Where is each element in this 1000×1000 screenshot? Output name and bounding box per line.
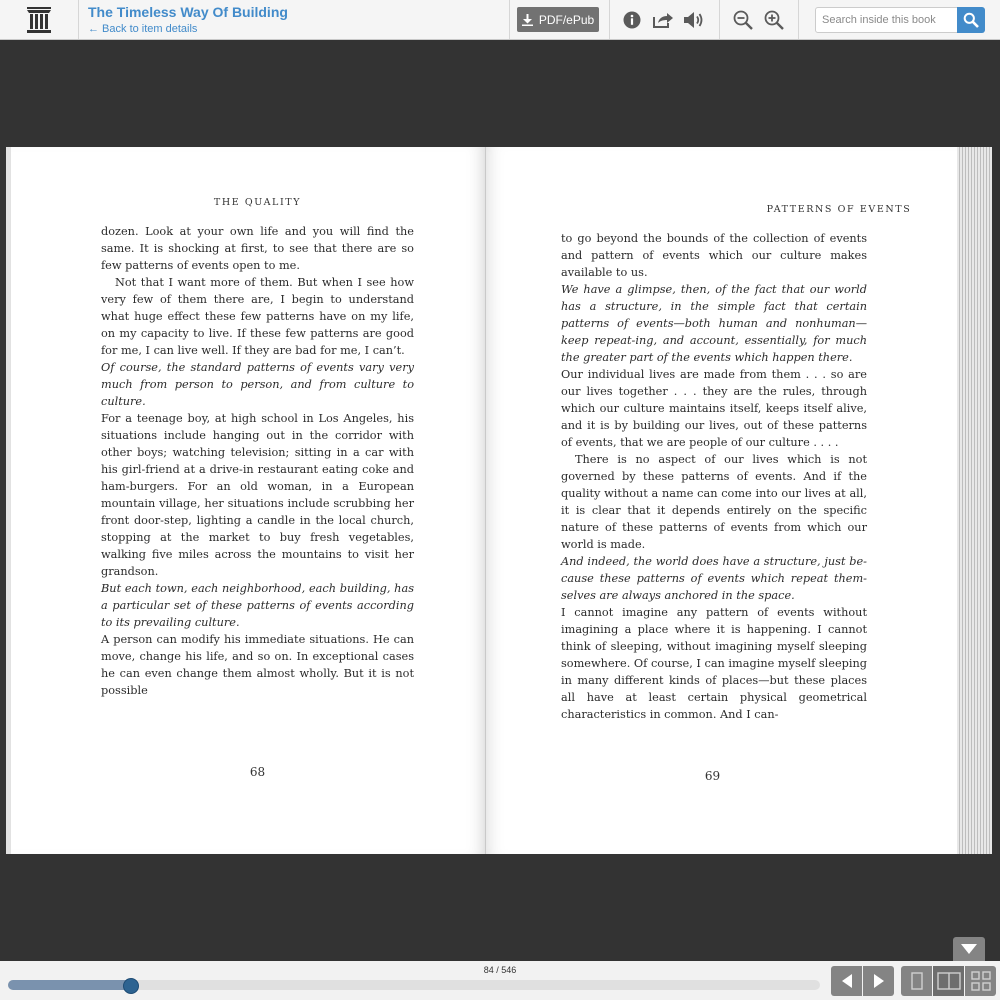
body-paragraph: Not that I want more of them. But when I see how very few of them there are, I begin to understand what huge effect these few patterns have on my life, on my capacity to live. If these few patterns are good for me, I can live well. If they are bad for me, I can’t. bbox=[101, 276, 414, 357]
zoom-out-icon[interactable] bbox=[731, 8, 755, 32]
page-number: 69 bbox=[704, 769, 721, 783]
page-text bbox=[101, 223, 414, 699]
book-spread bbox=[6, 147, 992, 854]
search-input[interactable] bbox=[815, 7, 958, 33]
share-icon[interactable] bbox=[651, 8, 675, 32]
book-title[interactable]: The Timeless Way Of Building bbox=[88, 4, 288, 20]
back-to-item-link[interactable]: ← Back to item details bbox=[88, 23, 198, 35]
left-page[interactable] bbox=[6, 147, 486, 854]
divider bbox=[719, 0, 720, 39]
running-head: PATTERNS OF EVENTS bbox=[766, 204, 912, 215]
search-icon bbox=[963, 12, 979, 28]
download-label: PDF/ePub bbox=[538, 12, 595, 27]
one-page-view-icon bbox=[910, 972, 924, 990]
info-icon[interactable] bbox=[620, 8, 644, 32]
italic-summary-paragraph: And indeed, the world does have a structure, just be-cause these patterns of events which repeat them-selves are always anchored in the space. bbox=[561, 555, 867, 602]
page-text bbox=[561, 230, 867, 723]
right-page[interactable] bbox=[486, 147, 957, 854]
search-button[interactable] bbox=[957, 7, 985, 33]
top-toolbar bbox=[0, 0, 1000, 40]
thumbnail-view-icon bbox=[971, 971, 991, 991]
toggle-nav-icon[interactable] bbox=[953, 937, 985, 961]
title-area bbox=[88, 4, 288, 36]
page-edges bbox=[957, 147, 992, 854]
two-page-view-icon bbox=[937, 972, 961, 990]
page-indicator: 84 / 546 bbox=[483, 965, 517, 975]
next-page-button[interactable] bbox=[863, 966, 894, 996]
body-paragraph: to go beyond the bounds of the collection of events and pattern of events which our culture makes available to us. bbox=[561, 232, 867, 279]
next-page-icon bbox=[872, 973, 886, 989]
two-page-view-button[interactable] bbox=[933, 966, 964, 996]
slider-handle[interactable] bbox=[123, 978, 139, 994]
thumbnail-view-button[interactable] bbox=[965, 966, 996, 996]
italic-summary-paragraph: We have a glimpse, then, of the fact that our world has a structure, in the simple fact that certain patterns of events—both human and nonhuman—keep repeat-ing, and account, essentially, for much the greater part of the events which happen there. bbox=[561, 283, 867, 364]
body-paragraph: For a teenage boy, at high school in Los Angeles, his situations include hanging out in the corridor with other boys; watching television; sitting in a car with his girl-friend at a drive-in restaurant eating coke and ham-burgers. For an old woman, in a European mountain village, her situations include scrubbing her front door-step, lighting a candle in the local church, stopping at the market to buy fresh vegetables, walking five miles across the mountains to visit her grandson. bbox=[101, 412, 414, 578]
prev-page-icon bbox=[840, 973, 854, 989]
divider bbox=[609, 0, 610, 39]
prev-page-button[interactable] bbox=[831, 966, 862, 996]
library-logo-icon[interactable] bbox=[0, 0, 79, 39]
zoom-in-icon[interactable] bbox=[762, 8, 786, 32]
body-paragraph: A person can modify his immediate situations. He can move, change his life, and so on. In exceptional cases he can even change them almost wholly. But it is not possible bbox=[101, 633, 414, 697]
italic-summary-paragraph: Of course, the standard patterns of events vary very much from person to person, and from culture to culture. bbox=[101, 361, 414, 408]
download-pdf-button[interactable] bbox=[517, 7, 599, 32]
divider bbox=[509, 0, 510, 39]
body-paragraph: dozen. Look at your own life and you will find the same. It is shocking at first, to see that there are so few patterns of events open to me. bbox=[101, 225, 414, 272]
body-paragraph: Our individual lives are made from them . . . so are our lives together . . . they are the rules, through which our culture maintains itself, keeps itself alive, and it is by building our lives, out of these patterns of events, that we are people of our culture . . . . bbox=[561, 368, 867, 449]
body-paragraph: I cannot imagine any pattern of events without imagining a place where it is happening. I cannot think of sleeping, without imagining myself sleeping somewhere. Of course, I can imagine myself sleeping in many different kinds of places—but these places all have at least certain physical geometrical characteristics in common. And I can- bbox=[561, 606, 867, 721]
running-head: THE QUALITY bbox=[213, 197, 302, 208]
divider bbox=[798, 0, 799, 39]
slider-progress bbox=[8, 980, 133, 990]
body-paragraph: There is no aspect of our lives which is not governed by these patterns of events. And if the quality without a name can come into our lives at all, it is clear that it depends entirely on the specific nature of these patterns of events from which our world is made. bbox=[561, 453, 867, 551]
download-icon bbox=[522, 14, 533, 26]
one-page-view-button[interactable] bbox=[901, 966, 932, 996]
speaker-icon[interactable] bbox=[682, 8, 708, 32]
page-number: 68 bbox=[249, 765, 266, 779]
italic-summary-paragraph: But each town, each neighborhood, each building, has a particular set of these patterns of events according to its prevailing culture. bbox=[101, 582, 414, 629]
